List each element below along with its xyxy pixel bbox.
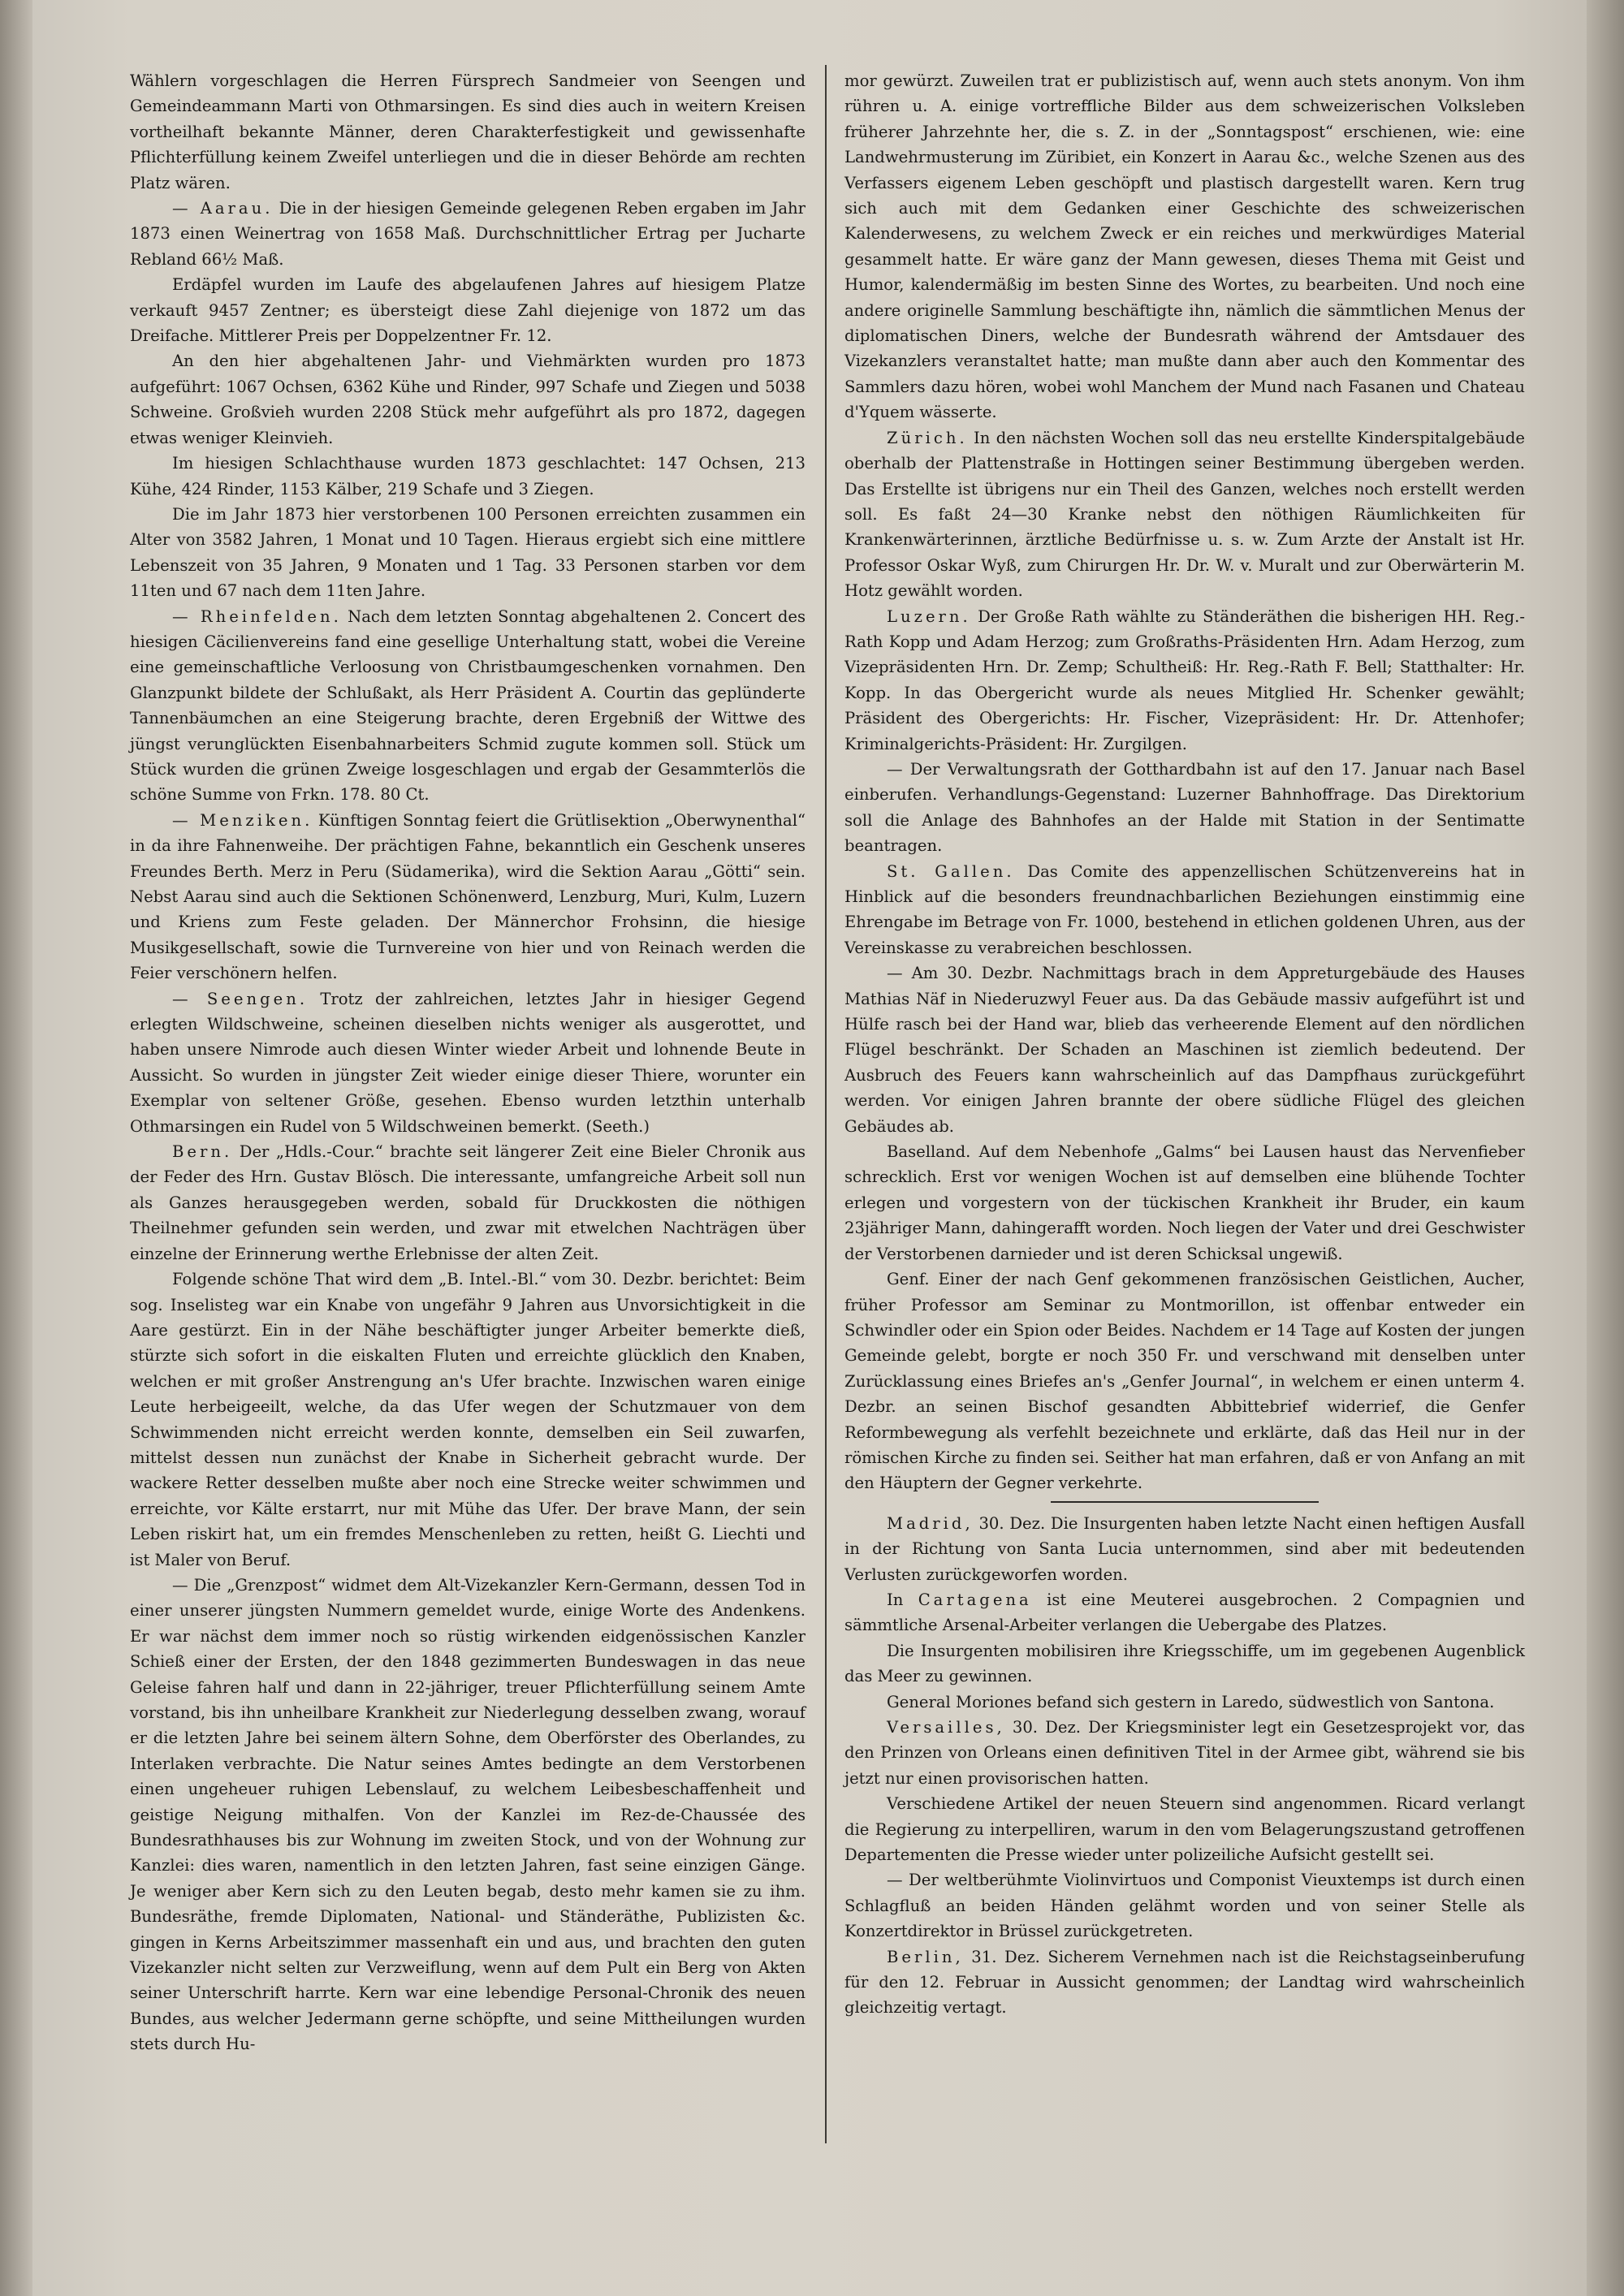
place-heading: Bern. [172, 1142, 233, 1162]
article-paragraph: Die im Jahr 1873 hier verstorbenen 100 Personen erreichten zusammen ein Alter von 3582 Jahren, 1 Monat und 10 Tagen. Hieraus ergiebt sich eine mittlere Lebenszeit von 35 Jahren, 9 Monaten und 1 Tag. 33 Personen starben vor dem 11ten und 67 nach dem 11ten Jahre. [130, 504, 806, 601]
article-menziken: — Menziken. Künftigen Sonntag feiert die Grütlisektion „Oberwynenthal“ in da ihre Fahnenweihe. Der prächtigen Fahne, bekanntlich ein Geschenk unseres Freundes Berth. Merz in Peru (Südamerika), wird die Sektion Aarau „Götti“ sein. Nebst Aarau sind auch die Sektionen Schönenwerd, Lenzburg, Muri, Kulm, Luzern und Kriens zum Feste geladen. Der Männerchor Frohsinn, die hiesige Musikgesellschaft, sowie die Turnvereine von hier und von Reinach werden die Feier verschönern helfen. [130, 810, 806, 983]
article-seengen: — Seengen. Trotz der zahlreichen, letztes Jahr in hiesiger Gegend erlegten Wildschweine, scheinen dieselben nichts weniger als ausgerottet, und haben unsere Nimrode auch diesen Winter wieder Arbeit und lohnende Beute in Aussicht. So wurden in jüngster Zeit wieder einige dieser Thiere, worunter ein Exemplar von seltener Größe, gesehen. Ebenso wurden letzthin unterhalb Othmarsingen ein Rudel von 5 Wildschweinen bemerkt. (Seeth.) [130, 989, 806, 1136]
article-zurich: Zürich. In den nächsten Wochen soll das neu erstellte Kinderspitalgebäude oberhalb der Plattenstraße in Hottingen seiner Bestimmung übergeben werden. Das Erstellte ist übrigens nur ein Theil des Ganzen, welches noch erstellt werden soll. Es faßt 24—30 Kranke nebst den nöthigen Räumlichkeiten für Krankenwärterinnen, ärztliche Bedürfnisse u. s. w. Zum Arzte der Anstalt ist Hr. Professor Oskar Wyß, zum Chirurgen Hr. Dr. W. v. Muralt und zur Oberwärterin M. Hotz gewählt worden. [844, 428, 1525, 601]
article-paragraph: Erdäpfel wurden im Laufe des abgelaufenen Jahres auf hiesigem Platze verkauft 9457 Zentner; es übersteigt diese Zahl diejenige von 1872 um das Dreifache. Mittlerer Preis per Doppelzentner Fr. 12. [130, 275, 806, 346]
article-aarau: — Aarau. Die in der hiesigen Gemeinde gelegenen Reben ergaben im Jahr 1873 einen Weinertrag von 1658 Maß. Durchschnittlicher Ertrag per Jucharte Rebland 66½ Maß. [130, 199, 806, 269]
article-paragraph: Verschiedene Artikel der neuen Steuern sind angenommen. Ricard verlangt die Regierung zu interpelliren, warum in den vom Belagerungszustand getroffenen Departementen die Presse wieder unter polizeiliche Aufsicht gestellt sei. [844, 1794, 1525, 1865]
article-madrid: Madrid, 30. Dez. Die Insurgenten haben letzte Nacht einen heftigen Ausfall in der Richtung von Santa Lucia unternommen, sind aber mit bedeutenden Verlusten zurückgeworfen worden. [844, 1513, 1526, 1584]
place-heading: Baselland. [887, 1142, 971, 1162]
place-heading: — Rheinfelden. [172, 606, 342, 626]
place-heading: — Aarau. [172, 199, 274, 218]
article-versailles: Versailles, 30. Dez. Der Kriegsminister legt ein Gesetzesprojekt vor, das den Prinzen von Orleans einen definitiven Titel in der Armee gibt, während sie bis jetzt nur einen provisorischen hatten. [844, 1718, 1525, 1788]
article-st-gallen: St. Gallen. Das Comite des appenzellischen Schützenvereins hat in Hinblick auf die besonders freundnachbarlichen Beziehungen einstimmig eine Ehrengabe im Betrage von Fr. 1000, bestehend in etlichen goldenen Uhren, aus der Vereinskasse zu verabreichen beschlossen. [844, 861, 1525, 957]
place-heading: Berlin, [887, 1947, 964, 1966]
place-heading: — Seengen. [172, 989, 309, 1008]
place-heading: Versailles, [887, 1718, 1005, 1737]
article-paragraph: General Moriones befand sich gestern in Laredo, südwestlich von Santona. [887, 1692, 1495, 1711]
place-heading: Cartagena [918, 1590, 1032, 1609]
section-separator [1051, 1501, 1319, 1503]
place-heading: St. Gallen. [887, 861, 1015, 881]
article-luzern: Luzern. Der Große Rath wählte zu Ständeräthen die bisherigen HH. Reg.-Rath Kopp und Adam Herzog; zum Großraths-Präsidenten Hrn. Adam Herzog, zum Vizepräsidenten Hrn. Dr. Zemp; Schultheiß: Hr. Reg.-Rath F. Bell; Statthalter: Hr. Kopp. In das Obergericht wurde als neues Mitglied Hr. Schenker gewählt; Präsident des Obergerichts: Hr. Fischer, Vizepräsident: Hr. Dr. Attenhofer; Kriminalgerichts-Präsident: Hr. Zurgilgen. [844, 606, 1525, 753]
article-paragraph: — Die „Grenzpost“ widmet dem Alt-Vizekanzler Kern-Germann, dessen Tod in einer unserer jüngsten Nummern gemeldet wurde, einige Worte des Andenkens. Er war nächst dem immer noch so rüstig wirkenden eidgenössischen Kanzler Schieß einer der Ersten, der den 1848 gezimmerten Bundeswagen in das neue Geleise fahren half und dann in 22-jähriger, treuer Pflichterfüllung seinem Amte vorstand, bis ihn unheilbare Krankheit zur Niederlegung desselben zwang, worauf er die letzten Jahre bei seinem ältern Sohne, dem Oberförster des Oberlandes, zu Interlaken verbrachte. Die Natur seines Amtes bedingte an dem Verstorbenen einen ungeheuer ruhigen Lebenslauf, zu welchem Leibesbeschaffenheit und geistige Neigung mithalfen. Von der Kanzlei im Rez-de-Chaussée des Bundesrathhauses bis zur Wohnung im zweiten Stock, und von der Wohnung zur Kanzlei: dies waren, namentlich in den letzten Jahren, fast seine einzigen Gänge. Je weniger aber Kern sich zu den Leuten begab, desto mehr kamen sie zu ihm. Bundesräthe, fremde Diplomaten, National- und Ständeräthe, Publizisten &c. gingen in Kerns Arbeitszimmer massenhaft ein und aus, und brachten den guten Vizekanzler nicht selten zur Verzweiflung, wenn auf dem Pult ein Berg von Akten seiner Unterschrift harrte. Kern war eine lebendige Personal-Chronik des neuen Bundes, aus welcher Jedermann gerne schöpfte, und seine Mittheilungen wurden stets durch Hu- [130, 1575, 806, 2054]
article-cartagena: In Cartagena ist eine Meuterei ausgebrochen. 2 Compagnien und sämmtliche Arsenal-Arbeiter verlangen die Uebergabe des Platzes. [844, 1590, 1525, 1635]
right-column [844, 68, 1525, 2021]
place-heading: Genf. [887, 1270, 930, 1289]
article-baselland: Baselland. Auf dem Nebenhofe „Galms“ bei Lausen haust das Nervenfieber schrecklich. Erst vor wenigen Wochen ist auf demselben eine blühende Tochter erlegen und vorgestern von der tückischen Krankheit ihr Bruder, ein kaum 23jähriger Mann, dahingerafft worden. Noch liegen der Vater und drei Geschwister der Verstorbenen darnieder und ist deren Schicksal ungewiß. [844, 1142, 1525, 1263]
article-paragraph: Wählern vorgeschlagen die Herren Fürsprech Sandmeier von Seengen und Gemeindeammann Marti von Othmarsingen. Es sind dies auch in weitern Kreisen vortheilhaft bekannte Männer, deren Charakterfestigkeit und gewissenhafte Pflichterfüllung keinem Zweifel unterliegen und die in dieser Behörde am rechten Platz wären. [130, 71, 806, 192]
article-rheinfelden: — Rheinfelden. Nach dem letzten Sonntag abgehaltenen 2. Concert des hiesigen Cäcilienvereins fand eine gesellige Unterhaltung statt, wobei die Vereine eine gemeinschaftliche Verloosung von Christbaumgeschenken vornahmen. Den Glanzpunkt bildete der Schlußakt, als Herr Präsident A. Courtin das geplünderte Tannenbäumchen an eine Steigerung brachte, deren Ergebniß der Wittwe des jüngst verunglückten Eisenbahnarbeiters Schmid zugute kommen soll. Stück um Stück wurden die grünen Zweige losgeschlagen und ergab der Gesammterlös die schöne Summe von Frkn. 178. 80 Ct. [130, 606, 806, 805]
page-left-edge [0, 0, 32, 2296]
article-berlin: Berlin, 31. Dez. Sicherem Vernehmen nach ist die Reichstagseinberufung für den 12. Februar in Aussicht genommen; der Landtag wird wahrscheinlich gleichzeitig vertagt. [844, 1947, 1525, 2018]
article-paragraph: — Am 30. Dezbr. Nachmittags brach in dem Appreturgebäude des Hauses Mathias Näf in Niederuzwyl Feuer aus. Da das Gebäude massiv aufgeführt ist und Hülfe rasch bei der Hand war, blieb das verheerende Element auf den nördlichen Flügel beschränkt. Der Schaden an Maschinen ist ziemlich bedeutend. Der Ausbruch des Feuers kann wahrscheinlich auf das Dampfhaus zurückgeführt werden. Vor einigen Jahren brannte der obere südliche Flügel des gleichen Gebäudes ab. [844, 964, 1525, 1136]
article-paragraph: mor gewürzt. Zuweilen trat er publizistisch auf, wenn auch stets anonym. Von ihm rühren u. A. einige vortreffliche Bilder aus dem schweizerischen Volksleben früherer Jahrzehnte her, die s. Z. in der „Sonntagspost“ erschienen, wie: eine Landwehrmusterung im Züribiet, ein Konzert in Aarau &c., welche Szenen aus des Verfassers eigenem Leben geschöpft und plastisch dargestellt waren. Kern trug sich auch mit dem Gedanken einer Geschichte des schweizerischen Kalenderwesens, zu welchem Zweck er ein reiches und merkwürdiges Material gesammelt hatte. Er wäre ganz der Mann gewesen, dieses Thema mit Geist und Humor, kalendermäßig im besten Sinne des Wortes, zu bearbeiten. Und noch eine andere originelle Sammlung beschäftigte ihn, nämlich die sämmtlichen Menus der diplomatischen Diners, welche der Bundesrath während der Amtsdauer des Vizekanzlers veranstaltet hatte; man mußte dann aber auch den Kommentar des Sammlers dazu hören, wobei wohl Manchem der Mund nach Fasanen und Chateau d'Yquem wässerte. [844, 71, 1525, 422]
article-bern: Bern. Der „Hdls.-Cour.“ brachte seit längerer Zeit eine Bieler Chronik aus der Feder des Hrn. Gustav Blösch. Die interessante, umfangreiche Arbeit soll nun als Ganzes herausgegeben werden, sobald für Druckkosten die nöthigen Theilnehmer gefunden sein werden, und zwar mit etwelchen Nachträgen über einzelne der Erinnerung werthe Erlebnisse der alten Zeit. [130, 1142, 806, 1263]
article-paragraph: Folgende schöne That wird dem „B. Intel.-Bl.“ vom 30. Dezbr. berichtet: Beim sog. Inselisteg war ein Knabe von ungefähr 9 Jahren aus Unvorsichtigkeit in die Aare gestürzt. Ein in der Nähe beschäftigter junger Arbeiter bemerkte dieß, stürzte sich sofort in die eiskalten Fluten und erreichte glücklich den Knaben, welchen er mit großer Anstrengung an's Ufer brachte. Inzwischen waren einige Leute herbeigeeilt, welche, da das Ufer wegen der Schutzmauer von dem Schwimmenden nicht erreicht werden konnte, demselben ein Seil zuwarfen, mittelst dessen nun zunächst der Knabe in Sicherheit gebracht wurde. Der wackere Retter desselben mußte aber noch eine Strecke weiter schwimmen und erreichte, vor Kälte erstarrt, nur mit Mühe das Ufer. Der brave Mann, der sein Leben riskirt hat, um ein fremdes Menschenleben zu retten, heißt G. Liechti und ist Maler von Beruf. [130, 1270, 806, 1569]
article-paragraph: — Der weltberühmte Violinvirtuos und Componist Vieuxtemps ist durch einen Schlagfluß an beiden Händen gelähmt worden und von seiner Stelle als Konzertdirektor in Brüssel zurückgetreten. [844, 1871, 1525, 1941]
page-right-edge [1587, 0, 1624, 2296]
article-paragraph: Im hiesigen Schlachthause wurden 1873 geschlachtet: 147 Ochsen, 213 Kühe, 424 Rinder, 1153 Kälber, 219 Schafe und 3 Ziegen. [130, 454, 806, 498]
place-heading: Zürich. [887, 428, 968, 447]
article-genf: Genf. Einer der nach Genf gekommenen französischen Geistlichen, Aucher, früher Professor am Seminar zu Montmorillon, ist offenbar entweder ein Schwindler oder ein Spion oder Beides. Nachdem er 14 Tage auf Kosten der jungen Gemeinde gelebt, borgte er noch 350 Fr. und verschwand mit denselben unter Zurücklassung eines Briefes an's „Genfer Journal“, in welchem er einen unterm 4. Dezbr. an seinen Bischof gesandten Abbittebrief widerrief, die Genfer Reformbewegung als verfehlt bezeichnete und erklärte, daß das Heil nur in der römischen Kirche zu finden sei. Seither hat man erfahren, daß er von Anfang an mit den Häuptern der Gegner verkehrte. [844, 1270, 1526, 1493]
article-paragraph: Die Insurgenten mobilisiren ihre Kriegsschiffe, um im gegebenen Augenblick das Meer zu gewinnen. [844, 1641, 1525, 1686]
article-paragraph: An den hier abgehaltenen Jahr- und Viehmärkten wurden pro 1873 aufgeführt: 1067 Ochsen, 6362 Kühe und Rinder, 997 Schafe und Ziegen und 5038 Schweine. Großvieh wurden 2208 Stück mehr aufgeführt als pro 1872, dagegen etwas weniger Kleinvieh. [130, 352, 806, 447]
place-heading: Madrid, [887, 1513, 974, 1533]
place-heading: Luzern. [887, 606, 971, 626]
left-column [130, 68, 806, 2057]
column-divider [825, 65, 827, 2143]
source-note: (Seeth.) [585, 1116, 650, 1136]
article-paragraph: — Der Verwaltungsrath der Gotthardbahn ist auf den 17. Januar nach Basel einberufen. Verhandlungs-Gegenstand: Luzerner Bahnhoffrage. Das Direktorium soll die Anlage des Bahnhofes an der Halde mit Station in der Sentimatte beantragen. [844, 759, 1525, 856]
place-heading: — Menziken. [172, 810, 313, 830]
